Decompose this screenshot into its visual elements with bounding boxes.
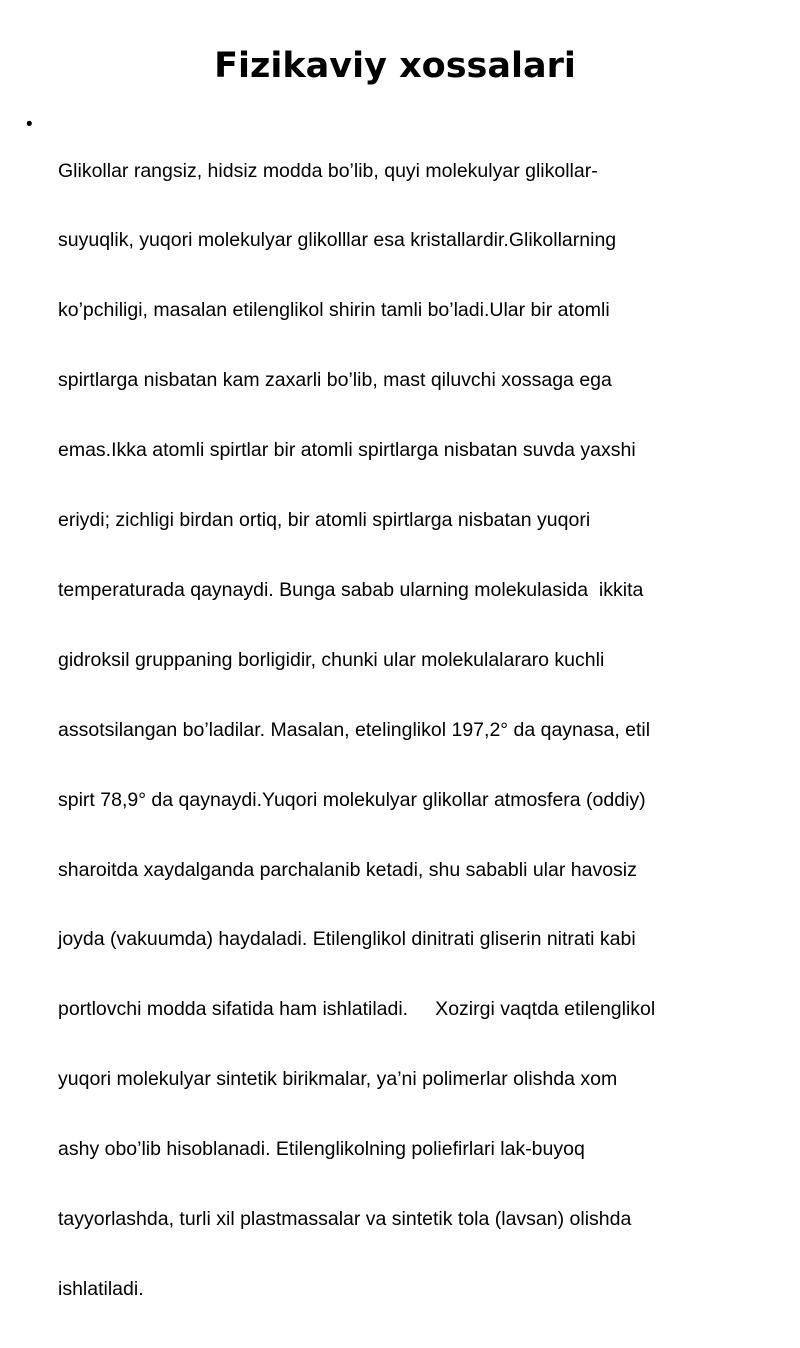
body-line: portlovchi modda sifatida ham ishlatiladi. Xozirgi vaqtda etilenglikol	[58, 998, 656, 1021]
body-line: sharoitda xaydalganda parchalanib ketadi, shu sababli ular havosiz	[58, 858, 637, 881]
body-line: eriydi; zichligi birdan ortiq, bir atomli spirtlarga nisbatan yuqori	[58, 509, 591, 532]
body-line: Glikollar rangsiz, hidsiz modda bo’lib, quyi molekulyar glikollar-	[58, 159, 598, 182]
body-line: spirt 78,9° da qaynaydi.Yuqori molekulyar glikollar atmosfera (oddiy)	[58, 788, 646, 811]
body-line: assotsilangan bo’ladilar. Masalan, etelinglikol 197,2° da qaynasa, etil	[58, 718, 651, 741]
body-line: ko’pchiligi, masalan etilenglikol shirin tamli bo’ladi.Ular bir atomli	[58, 299, 610, 322]
body-line: suyuqlik, yuqori molekulyar glikolllar esa kristallardir.Glikollarning	[58, 229, 617, 252]
slide-title: Fizikaviy xossalari	[214, 46, 576, 86]
body-line: joyda (vakuumda) haydaladi. Etilenglikol dinitrati gliserin nitrati kabi	[58, 928, 636, 951]
bullet-item	[26, 113, 756, 1348]
body-line: emas.Ikka atomli spirtlar bir atomli spirtlarga nisbatan suvda yaxshi	[58, 439, 636, 462]
body-line: ishlatiladi.	[58, 1277, 144, 1300]
slide-body	[26, 113, 756, 1348]
body-line: temperaturada qaynaydi. Bunga sabab ularning molekulasida ikkita	[58, 578, 644, 601]
body-line: ashy obo’lib hisoblanadi. Etilenglikolning poliefirlari lak-buyoq	[58, 1138, 585, 1161]
body-line: yuqori molekulyar sintetik birikmalar, ya’ni polimerlar olishda xom	[58, 1068, 618, 1091]
body-line: tayyorlashda, turli xil plastmassalar va sintetik tola (lavsan) olishda	[58, 1207, 632, 1230]
bullet-dot: •	[26, 114, 33, 135]
body-line: spirtlarga nisbatan kam zaxarli bo’lib, mast qiluvchi xossaga ega	[58, 369, 612, 392]
bullet-text	[58, 113, 756, 1348]
body-line: gidroksil gruppaning borligidir, chunki ular molekulalararo kuchli	[58, 648, 605, 671]
